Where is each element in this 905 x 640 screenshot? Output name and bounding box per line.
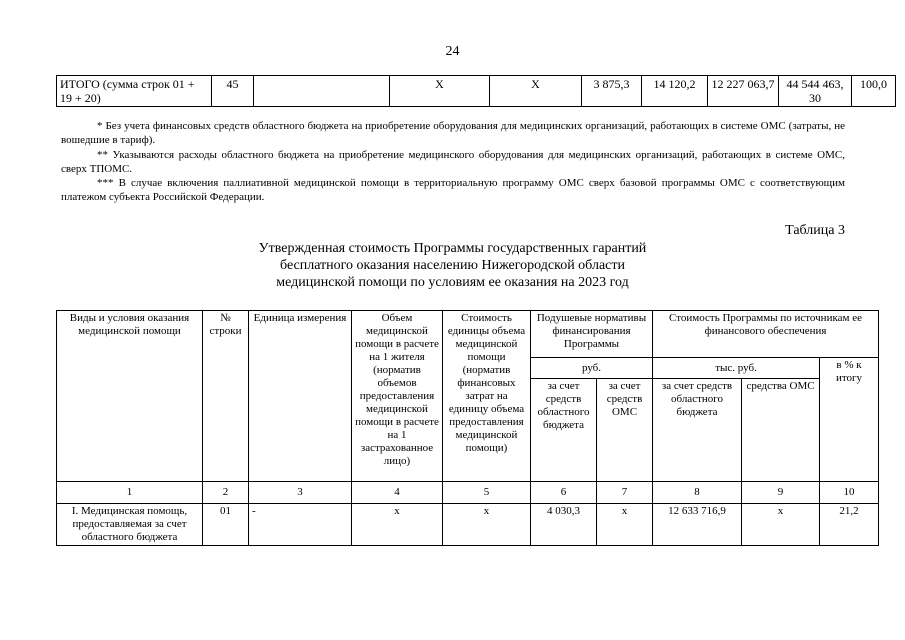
previous-table-total [56,75,896,107]
column-number: 8 [653,482,742,504]
header-percent: в % к итогу [820,358,879,482]
header-rub: руб. [531,358,653,379]
header-regional-budget-thousand: за счет средств областного бюджета [653,379,742,482]
column-number-row [57,482,879,504]
total-c10: 100,0 [852,76,896,107]
header-per-capita-group: Подушевые нормативы финансирования Программы [531,311,653,358]
total-unit [254,76,390,107]
column-number: 10 [820,482,879,504]
header-volume: Объем медицинской помощи в расчете на 1 жителя (норматив объемов предоставления медицинской помощи в расчете на 1 застрахованное лицо) [352,311,443,482]
total-row [57,76,896,107]
header-row [57,311,879,358]
caption-line: медицинской помощи по условиям ее оказания на 2023 год [276,275,629,291]
total-c9: 44 544 463, 30 [779,76,852,107]
header-thousand-rub: тыс. руб. [653,358,820,379]
table-caption [100,240,805,291]
total-c7: 14 120,2 [642,76,708,107]
row-label: I. Медицинская помощь, предоставляемая за счет областного бюджета [57,504,203,546]
table-label: Таблица 3 [785,223,845,238]
header-type: Виды и условия оказания медицинской помощи [57,311,203,482]
header-oms-thousand: средства ОМС [742,379,820,482]
row-volume: х [352,504,443,546]
caption-line: бесплатного оказания населению Нижегородской области [280,258,625,274]
header-row-no: № строки [203,311,249,482]
header-cost-group: Стоимость Программы по источникам ее финансового обеспечения [653,311,879,358]
row-per-capita-oms: х [597,504,653,546]
row-per-capita-budget: 4 030,3 [531,504,597,546]
footnote: * Без учета финансовых средств областного бюджета на приобретение оборудования для медицинских организаций, работающих в системе ОМС (затраты, не вошедшие в тариф). [61,120,845,147]
column-number: 5 [443,482,531,504]
row-percent: 21,2 [820,504,879,546]
total-label: ИТОГО (сумма строк 01 + 19 + 20) [57,76,212,107]
total-c6: 3 875,3 [582,76,642,107]
row-unit-cost: х [443,504,531,546]
column-number: 1 [57,482,203,504]
row-unit: - [249,504,352,546]
column-number: 7 [597,482,653,504]
header-unit-cost: Стоимость единицы объема медицинской помощи (норматив финансовых затрат на единицу объема предоставления медицинской помощи) [443,311,531,482]
header-oms-rub: за счет средств ОМС [597,379,653,482]
header-unit: Единица измерения [249,311,352,482]
column-number: 3 [249,482,352,504]
row-cost-oms: х [742,504,820,546]
header-regional-budget-rub: за счет средств областного бюджета [531,379,597,482]
page-number: 24 [445,44,460,59]
program-cost-table [56,310,879,546]
column-number: 9 [742,482,820,504]
column-number: 6 [531,482,597,504]
row-number: 01 [203,504,249,546]
total-row-no: 45 [212,76,254,107]
caption-line: Утвержденная стоимость Программы государственных гарантий [258,241,647,256]
table-row [57,504,879,546]
total-c5: X [490,76,582,107]
column-number: 2 [203,482,249,504]
footnote: ** Указываются расходы областного бюджета на приобретение медицинского оборудования для медицинских организаций, работающих в системе ОМС, сверх ТПОМС. [61,148,845,175]
column-number: 4 [352,482,443,504]
total-c4: X [390,76,490,107]
row-cost-budget: 12 633 716,9 [653,504,742,546]
footnote: *** В случае включения паллиативной медицинской помощи в территориальную программу ОМС сверх базовой программы ОМС с соответствующим платежом субъекта Российской Федерации. [61,177,845,204]
footnotes [61,119,845,205]
total-c8: 12 227 063,7 [708,76,779,107]
